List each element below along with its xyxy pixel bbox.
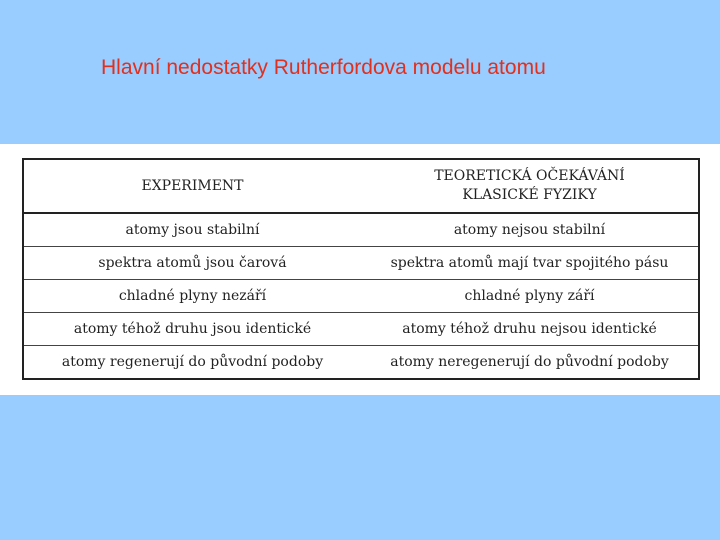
cell-experiment: chladné plyny nezáří — [23, 280, 361, 313]
table-row — [23, 280, 699, 313]
cell-experiment: atomy regenerují do původní podoby — [23, 346, 361, 380]
header-theory-line1: TEORETICKÁ OČEKÁVÁNÍ — [434, 168, 625, 184]
cell-theory: atomy neregenerují do původní podoby — [361, 346, 699, 380]
cell-experiment: atomy jsou stabilní — [23, 213, 361, 247]
table-header-row — [23, 159, 699, 213]
cell-experiment: atomy téhož druhu jsou identické — [23, 313, 361, 346]
cell-theory: chladné plyny září — [361, 280, 699, 313]
table-row — [23, 213, 699, 247]
comparison-table — [22, 158, 700, 380]
header-experiment: EXPERIMENT — [23, 159, 361, 213]
table-row — [23, 346, 699, 380]
table-panel — [0, 144, 720, 395]
header-theory-line2: KLASICKÉ FYZIKY — [462, 187, 597, 203]
table-row — [23, 313, 699, 346]
header-theory — [361, 159, 699, 213]
table-row — [23, 247, 699, 280]
page-title: Hlavní nedostatky Rutherfordova modelu atomu — [101, 56, 546, 79]
cell-theory: atomy téhož druhu nejsou identické — [361, 313, 699, 346]
cell-theory: atomy nejsou stabilní — [361, 213, 699, 247]
cell-experiment: spektra atomů jsou čarová — [23, 247, 361, 280]
cell-theory: spektra atomů mají tvar spojitého pásu — [361, 247, 699, 280]
